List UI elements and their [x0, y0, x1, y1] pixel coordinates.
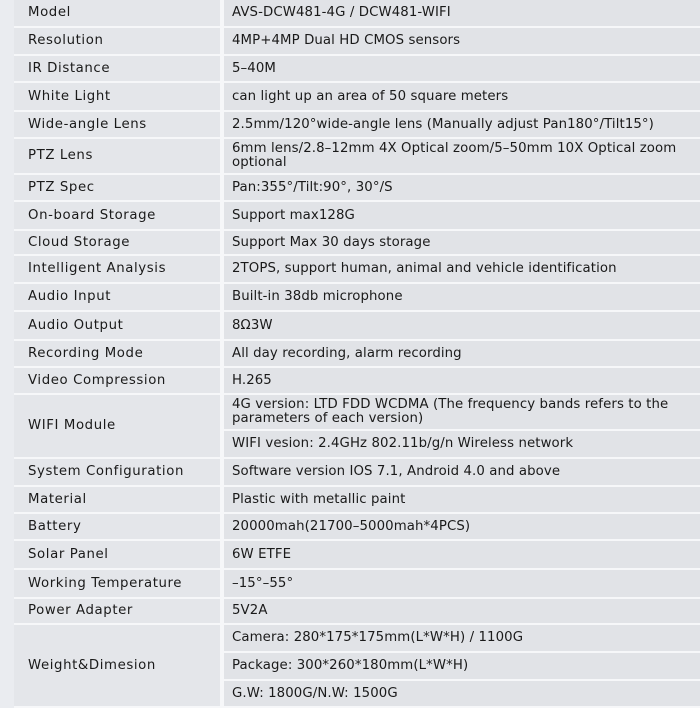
- spec-row: [14, 312, 700, 341]
- spec-label: Solar Panel: [14, 541, 224, 570]
- spec-row: [14, 175, 700, 202]
- spec-value: Package: 300*260*180mm(L*W*H): [224, 653, 700, 681]
- spec-value: All day recording, alarm recording: [224, 341, 700, 368]
- spec-value: Built-in 38db microphone: [224, 284, 700, 312]
- spec-value: 8Ω3W: [224, 312, 700, 341]
- spec-label: Intelligent Analysis: [14, 256, 224, 284]
- spec-label: Weight&Dimesion: [14, 625, 224, 708]
- spec-row: [14, 0, 700, 28]
- spec-value: 2.5mm/120°wide-angle lens (Manually adjust Pan180°/Tilt15°): [224, 112, 700, 139]
- spec-value: 4MP+4MP Dual HD CMOS sensors: [224, 28, 700, 56]
- spec-value: Support Max 30 days storage: [224, 231, 700, 256]
- spec-value: 4G version: LTD FDD WCDMA (The frequency bands refers to the parameters of each version): [224, 395, 700, 431]
- spec-value: –15°–55°: [224, 570, 700, 599]
- spec-row: [14, 368, 700, 395]
- spec-value: AVS-DCW481-4G / DCW481-WIFI: [224, 0, 700, 28]
- spec-label: White Light: [14, 83, 224, 112]
- spec-row: [14, 599, 700, 625]
- spec-value: Pan:355°/Tilt:90°, 30°/S: [224, 175, 700, 202]
- spec-label: Recording Mode: [14, 341, 224, 368]
- spec-row: [14, 256, 700, 284]
- spec-label: PTZ Spec: [14, 175, 224, 202]
- spec-label: WIFI Module: [14, 395, 224, 459]
- spec-label: Model: [14, 0, 224, 28]
- spec-label: Audio Input: [14, 284, 224, 312]
- spec-table-body: [14, 0, 700, 708]
- spec-value: 5–40M: [224, 56, 700, 83]
- spec-label: Resolution: [14, 28, 224, 56]
- spec-label: PTZ Lens: [14, 139, 224, 175]
- spec-label: Cloud Storage: [14, 231, 224, 256]
- spec-row: [14, 625, 700, 653]
- spec-label: Material: [14, 487, 224, 514]
- spec-row: [14, 202, 700, 231]
- spec-value: 20000mah(21700–5000mah*4PCS): [224, 514, 700, 541]
- spec-value: Plastic with metallic paint: [224, 487, 700, 514]
- spec-row: [14, 541, 700, 570]
- spec-row: [14, 56, 700, 83]
- spec-table: [14, 0, 700, 708]
- spec-row: [14, 514, 700, 541]
- spec-row: [14, 284, 700, 312]
- spec-label: Audio Output: [14, 312, 224, 341]
- spec-row: [14, 487, 700, 514]
- spec-label: Battery: [14, 514, 224, 541]
- spec-value: Support max128G: [224, 202, 700, 231]
- spec-value: 6W ETFE: [224, 541, 700, 570]
- spec-label: Power Adapter: [14, 599, 224, 625]
- spec-value: G.W: 1800G/N.W: 1500G: [224, 681, 700, 708]
- spec-row: [14, 459, 700, 487]
- spec-row: [14, 112, 700, 139]
- spec-row: [14, 139, 700, 175]
- spec-label: Wide-angle Lens: [14, 112, 224, 139]
- spec-row: [14, 28, 700, 56]
- spec-value: 5V2A: [224, 599, 700, 625]
- spec-row: [14, 570, 700, 599]
- spec-label: IR Distance: [14, 56, 224, 83]
- spec-value: 2TOPS, support human, animal and vehicle identification: [224, 256, 700, 284]
- spec-row: [14, 83, 700, 112]
- spec-row: [14, 395, 700, 431]
- spec-value: 6mm lens/2.8–12mm 4X Optical zoom/5–50mm 10X Optical zoom optional: [224, 139, 700, 175]
- spec-value: Camera: 280*175*175mm(L*W*H) / 1100G: [224, 625, 700, 653]
- spec-value: WIFI vesion: 2.4GHz 802.11b/g/n Wireless network: [224, 431, 700, 459]
- spec-value: can light up an area of 50 square meters: [224, 83, 700, 112]
- spec-row: [14, 231, 700, 256]
- spec-value: H.265: [224, 368, 700, 395]
- spec-label: Working Temperature: [14, 570, 224, 599]
- spec-label: Video Compression: [14, 368, 224, 395]
- spec-value: Software version IOS 7.1, Android 4.0 and above: [224, 459, 700, 487]
- spec-row: [14, 341, 700, 368]
- spec-label: On-board Storage: [14, 202, 224, 231]
- spec-label: System Configuration: [14, 459, 224, 487]
